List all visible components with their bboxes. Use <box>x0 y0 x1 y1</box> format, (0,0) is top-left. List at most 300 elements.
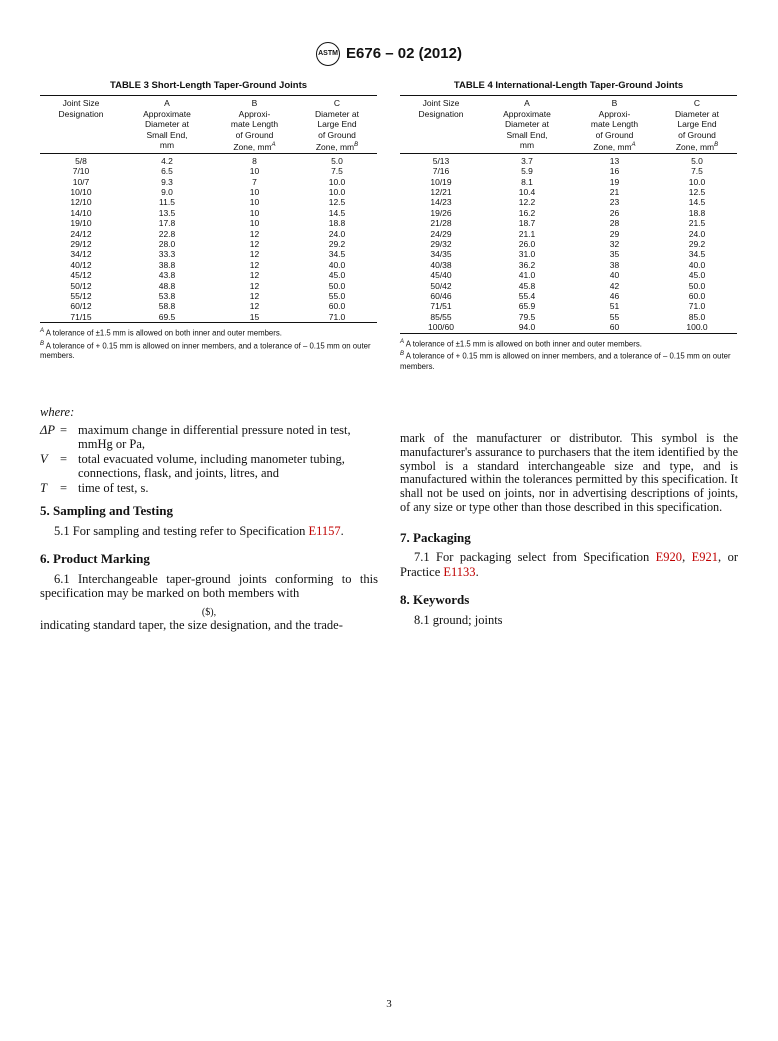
table-cell: 60/12 <box>70 301 92 312</box>
table-cell: 45/40 <box>430 270 452 281</box>
table-cell: 38 <box>609 259 620 270</box>
table-cell: 94.0 <box>518 322 536 333</box>
table-cell: 21.1 <box>518 228 536 239</box>
column-header <box>40 96 122 154</box>
table-cell: 29.2 <box>688 239 706 250</box>
table-cell: 14.5 <box>328 207 346 218</box>
section-6-continued: indicating standard taper, the size designation, and the trade- <box>40 617 343 632</box>
table-cell: 34/12 <box>70 249 92 260</box>
column-letter: A <box>524 98 530 108</box>
table-cell: 85.0 <box>688 311 706 322</box>
footnote-marker: B <box>714 142 719 149</box>
table-cell: 24/12 <box>70 228 92 239</box>
section-5-heading: 5. Sampling and Testing <box>40 503 173 518</box>
column-header-line <box>122 109 212 120</box>
where-item <box>40 452 378 481</box>
table-cell: 10/19 <box>430 176 452 187</box>
column-header-text: mate Length <box>590 119 639 130</box>
table-cell: 17.8 <box>158 218 176 229</box>
table-row <box>40 239 377 249</box>
table4-block <box>400 80 737 372</box>
column-header-text: Joint Size <box>422 98 460 108</box>
footnote-marker: B <box>354 142 359 149</box>
table-cell: 10 <box>249 187 260 198</box>
table-cell: 12/10 <box>70 197 92 208</box>
table-cell: 9.3 <box>161 176 173 187</box>
table-cell: 14.5 <box>688 197 706 208</box>
table-cell: 11.5 <box>159 197 175 208</box>
column-header-text: Designation <box>418 108 464 119</box>
column-header-text: Small End, <box>146 129 188 140</box>
table-cell: 24/29 <box>430 228 452 239</box>
table-cell: 21 <box>609 187 620 198</box>
table-cell: 31.0 <box>518 249 536 260</box>
column-header-line <box>657 130 737 141</box>
page-number: 3 <box>386 998 392 1010</box>
table-cell: 16 <box>609 166 620 177</box>
where-equals: = <box>60 422 68 437</box>
table-cell: 40/12 <box>70 259 92 270</box>
table-cell: 10 <box>249 197 260 208</box>
column-header <box>212 96 297 154</box>
table-cell: 12 <box>249 301 260 312</box>
column-header-line <box>40 98 122 109</box>
table-cell: 42 <box>609 280 620 291</box>
table-cell: 12.5 <box>328 197 346 208</box>
table-cell: 71/51 <box>430 301 452 312</box>
table3 <box>40 95 377 323</box>
column-header-text: of Ground <box>595 129 634 140</box>
table-cell: 12 <box>249 259 260 270</box>
column-header-line <box>572 119 657 130</box>
table-cell: 45.0 <box>688 270 706 281</box>
table-row <box>40 187 377 197</box>
column-header-text: Diameter at <box>675 108 719 119</box>
column-header-text: of Ground <box>678 129 716 140</box>
where-definition: time of test, s. <box>78 480 149 495</box>
ref-e920-link[interactable]: E920 <box>655 550 683 565</box>
table-cell: 55/12 <box>70 291 92 302</box>
column-header-line <box>297 119 377 130</box>
column-header-text: Diameter at <box>145 119 189 130</box>
left-column <box>40 405 378 632</box>
table-cell: 60.0 <box>688 291 706 302</box>
column-header-text: Zone, mm <box>593 142 632 153</box>
section-6-paragraph: 6.1 Interchangeable taper-ground joints conforming to this specification may be marked on both members with <box>40 571 378 600</box>
table-cell: 35 <box>609 249 620 260</box>
table-cell: 34/35 <box>430 249 452 260</box>
table-cell: 46 <box>609 291 620 302</box>
table-cell: 79.5 <box>518 311 536 322</box>
table-cell: 40/38 <box>430 259 452 270</box>
section-6-continuation: mark of the manufacturer or distributor. This symbol is the manufacturer's assurance to purchasers that the item identified by the symbol is a standard interchangeable size and type, and is manufactured within the tolerances permitted by this specification. It shall not be used on joints, nor in advertising descriptions of joints, of any size or type other than those described in this specification. <box>400 431 738 514</box>
table-cell: 19 <box>609 176 620 187</box>
table-cell: 60/46 <box>430 291 452 302</box>
table-cell: 34.5 <box>328 249 346 260</box>
table-cell: 45/12 <box>70 270 92 281</box>
table-cell: 100/60 <box>428 322 454 333</box>
table-cell: 55.4 <box>518 291 536 302</box>
table-row <box>40 218 377 228</box>
table-cell: 51 <box>609 301 620 312</box>
table-cell: 22.8 <box>158 228 176 239</box>
table-cell: 21.5 <box>688 218 706 229</box>
where-item <box>40 423 378 452</box>
table-cell: 71.0 <box>328 311 346 322</box>
column-header-line <box>297 130 377 141</box>
table-cell: 12/21 <box>430 187 452 198</box>
table-row <box>40 260 377 270</box>
column-header-text: mate Length <box>230 119 279 130</box>
footnote-text: A tolerance of + 0.15 mm is allowed on inner members, and a tolerance of – 0.15 mm on outer members. <box>40 341 371 361</box>
column-header <box>400 96 482 154</box>
table-cell: 53.8 <box>158 291 176 302</box>
table-cell: 50/42 <box>430 280 452 291</box>
table-cell: 14/23 <box>430 197 452 208</box>
table-cell: 29/12 <box>70 239 92 250</box>
table-cell: 26 <box>609 207 620 218</box>
table-cell: 50.0 <box>328 280 346 291</box>
table-row <box>400 197 737 207</box>
column-header-line <box>122 140 212 151</box>
table-cell: 36.2 <box>518 259 536 270</box>
footnote-marker: A <box>271 142 276 149</box>
table-row <box>400 166 737 176</box>
table-row <box>400 270 737 280</box>
table-cell: 12 <box>249 228 260 239</box>
astm-logo-icon: ASTM <box>316 42 340 66</box>
table-cell: 40.0 <box>688 259 706 270</box>
table-cell: 29.2 <box>328 239 346 250</box>
column-header-line <box>572 140 657 152</box>
table3-block <box>40 80 377 361</box>
table-row <box>40 281 377 291</box>
column-header-line <box>482 130 572 141</box>
table-footnote <box>40 339 377 362</box>
column-header-text: Large End <box>317 119 357 130</box>
table4-footnotes <box>400 337 737 372</box>
column-header-line <box>572 109 657 120</box>
column-letter: B <box>251 98 258 108</box>
column-header-line <box>657 119 737 130</box>
table-cell: 55 <box>609 311 620 322</box>
table-row <box>400 322 737 333</box>
table-cell: 21/28 <box>430 218 452 229</box>
table-cell: 18.8 <box>688 207 706 218</box>
table-row <box>400 229 737 239</box>
column-header-text: Approximate <box>503 108 551 119</box>
column-header-text: Designation <box>58 108 104 119</box>
table-row <box>40 270 377 280</box>
table-cell: 60 <box>609 322 620 333</box>
table-cell: 7 <box>252 176 257 187</box>
column-letter: C <box>333 98 341 108</box>
table-cell: 28.0 <box>158 239 176 250</box>
table-footnote <box>400 349 737 372</box>
table-header-row <box>40 96 377 154</box>
table-row <box>40 249 377 259</box>
table-cell: 12 <box>249 291 260 302</box>
column-header-text: Large End <box>677 119 717 130</box>
footnote-marker: A <box>40 328 45 335</box>
where-equals: = <box>60 480 68 495</box>
table-row <box>40 166 377 176</box>
table-cell: 13.5 <box>158 207 176 218</box>
document-header <box>0 42 778 66</box>
section-6-heading: 6. Product Marking <box>40 551 150 566</box>
where-item <box>40 481 378 496</box>
where-symbol: T <box>40 480 47 495</box>
column-header-text: Approximate <box>143 108 191 119</box>
table-cell: 8 <box>252 155 257 166</box>
table-cell: 100.0 <box>686 322 708 333</box>
table-cell: 23 <box>609 197 620 208</box>
section-7-heading: 7. Packaging <box>400 529 471 545</box>
ref-e1133-link[interactable]: E1133 <box>443 564 476 579</box>
table-row <box>400 153 737 166</box>
table-cell: 24.0 <box>328 228 346 239</box>
table-cell: 18.7 <box>518 218 536 229</box>
table-row <box>400 187 737 197</box>
column-header-line <box>297 109 377 120</box>
table-cell: 4.2 <box>161 155 173 166</box>
table-cell: 32 <box>609 239 620 250</box>
table-cell: 5.0 <box>691 155 703 166</box>
column-header-line <box>400 109 482 120</box>
footnote-marker: A <box>400 338 405 345</box>
table-header-row <box>400 96 737 154</box>
table-row <box>400 281 737 291</box>
table-cell: 10.0 <box>328 187 346 198</box>
table-cell: 12 <box>249 270 260 281</box>
table-cell: 18.8 <box>328 218 346 229</box>
table-cell: 14/10 <box>70 207 92 218</box>
column-header-text: Zone, mm <box>675 142 715 153</box>
section-8-paragraph: 8.1 ground; joints <box>414 612 503 627</box>
table-row <box>400 291 737 301</box>
table-cell: 12 <box>249 239 260 250</box>
table-cell: 45.8 <box>518 280 536 291</box>
table-cell: 69.5 <box>158 311 176 322</box>
column-header <box>297 96 377 154</box>
column-letter: A <box>164 98 170 108</box>
column-header-line <box>122 119 212 130</box>
table-cell: 55.0 <box>328 291 346 302</box>
table-cell: 41.0 <box>518 270 536 281</box>
table-row <box>400 239 737 249</box>
table-cell: 12 <box>249 249 260 260</box>
column-header-text: Approxi- <box>238 108 271 119</box>
table-row <box>40 208 377 218</box>
table-cell: 9.0 <box>161 187 173 198</box>
table-cell: 7/16 <box>432 166 450 177</box>
column-header-text: of Ground <box>235 129 274 140</box>
column-header-text: Diameter at <box>315 108 359 119</box>
table-cell: 7/10 <box>72 166 90 177</box>
standard-designation: E676 – 02 (2012) <box>346 44 462 62</box>
table-cell: 24.0 <box>688 228 706 239</box>
table-footnote <box>400 337 737 350</box>
table4-title: TABLE 4 International-Length Taper-Ground Joints <box>453 80 684 91</box>
column-letter: B <box>611 98 618 108</box>
column-header-line <box>122 130 212 141</box>
table-cell: 40 <box>609 270 620 281</box>
table-cell: 43.8 <box>158 270 176 281</box>
table-cell: 28 <box>609 218 620 229</box>
column-header-text: Small End, <box>506 129 548 140</box>
column-letter: C <box>693 98 701 108</box>
table-cell: 10 <box>249 218 260 229</box>
where-label: where: <box>40 405 75 419</box>
table-cell: 8.1 <box>521 176 533 187</box>
table-cell: 5/8 <box>75 155 87 166</box>
table-cell: 15 <box>249 311 260 322</box>
footnote-text: A tolerance of ±1.5 mm is allowed on both inner and outer members. <box>404 339 642 349</box>
table-cell: 40.0 <box>328 259 346 270</box>
section-8-heading: 8. Keywords <box>400 592 470 608</box>
table-cell: 60.0 <box>328 301 346 312</box>
column-header-text: Joint Size <box>62 98 100 108</box>
table-cell: 29/32 <box>430 239 452 250</box>
table-row <box>400 301 737 311</box>
table-cell: 19/26 <box>430 207 452 218</box>
standard-taper-symbol: ($), <box>201 606 217 618</box>
column-header-text: mm <box>519 140 535 151</box>
table4 <box>400 95 737 334</box>
column-header-line <box>212 130 297 141</box>
section-5-tail: . <box>340 523 344 538</box>
table-cell: 10/7 <box>72 176 90 187</box>
ref-e1157-link[interactable]: E1157 <box>308 523 341 538</box>
column-header-text: Zone, mm <box>233 142 272 153</box>
section-7-tail: . <box>475 564 479 579</box>
table-row <box>400 260 737 270</box>
table-cell: 12.5 <box>688 187 706 198</box>
where-symbol: V <box>40 451 48 466</box>
column-header-line <box>657 140 737 152</box>
table-cell: 71.0 <box>688 301 706 312</box>
column-header-line <box>212 109 297 120</box>
table-row <box>400 312 737 322</box>
table-row <box>40 312 377 323</box>
column-header-line <box>400 98 482 109</box>
column-header-line <box>482 140 572 151</box>
table-cell: 10/10 <box>70 187 92 198</box>
table-cell: 85/55 <box>430 311 452 322</box>
section-5-paragraph <box>40 524 378 539</box>
table-cell: 48.8 <box>158 280 176 291</box>
table-cell: 10 <box>249 207 260 218</box>
table-row <box>40 301 377 311</box>
section-7-paragraph <box>400 550 738 579</box>
table-cell: 6.5 <box>161 166 173 177</box>
column-header-text: Approxi- <box>598 108 631 119</box>
column-header-text: Zone, mm <box>315 142 355 153</box>
column-header-line <box>212 140 297 152</box>
table-cell: 45.0 <box>328 270 346 281</box>
column-header-line <box>212 119 297 130</box>
table-cell: 34.5 <box>688 249 706 260</box>
column-header-text: Diameter at <box>505 119 549 130</box>
table-cell: 7.5 <box>691 166 703 177</box>
footnote-marker: B <box>400 351 405 358</box>
footnote-text: A tolerance of ±1.5 mm is allowed on both inner and outer members. <box>44 328 282 338</box>
table-cell: 26.0 <box>518 239 536 250</box>
table-cell: 19/10 <box>70 218 92 229</box>
table-cell: 58.8 <box>158 301 176 312</box>
table-cell: 10.0 <box>328 176 346 187</box>
table-cell: 16.2 <box>518 207 536 218</box>
table-row <box>40 197 377 207</box>
where-definition: maximum change in differential pressure noted in test, mmHg or Pa, <box>78 422 351 451</box>
table-cell: 13 <box>609 155 620 166</box>
section-7-sep: , <box>682 550 692 565</box>
table-cell: 33.3 <box>158 249 176 260</box>
column-header-line <box>482 119 572 130</box>
table-cell: 71/15 <box>70 311 92 322</box>
column-header-line <box>572 130 657 141</box>
column-header-line <box>657 109 737 120</box>
table-row <box>40 177 377 187</box>
column-header <box>122 96 212 154</box>
table-cell: 50/12 <box>70 280 92 291</box>
column-header-text: of Ground <box>318 129 356 140</box>
table-cell: 5/13 <box>432 155 450 166</box>
table3-title: TABLE 3 Short-Length Taper-Ground Joints <box>109 80 308 91</box>
column-header <box>657 96 737 154</box>
table-cell: 12.2 <box>518 197 536 208</box>
table-cell: 50.0 <box>688 280 706 291</box>
table-row <box>40 291 377 301</box>
right-column <box>400 432 738 627</box>
section-5-text: 5.1 For sampling and testing refer to Specification <box>54 523 309 538</box>
column-header-line <box>482 109 572 120</box>
table-row <box>400 218 737 228</box>
table3-footnotes <box>40 326 377 361</box>
footnote-marker: A <box>631 142 636 149</box>
where-equals: = <box>60 451 68 466</box>
table-cell: 10.0 <box>688 176 706 187</box>
table-cell: 29 <box>609 228 620 239</box>
table-cell: 3.7 <box>521 155 533 166</box>
footnote-marker: B <box>40 340 45 347</box>
table-row <box>400 249 737 259</box>
table-footnote <box>40 326 377 339</box>
footnote-text: A tolerance of + 0.15 mm is allowed on inner members, and a tolerance of – 0.15 mm on outer members. <box>400 351 731 371</box>
table-cell: 10 <box>249 166 260 177</box>
table-cell: 38.8 <box>158 259 176 270</box>
where-definition: total evacuated volume, including manometer tubing, connections, flask, and joints, litres, and <box>78 451 345 480</box>
table-row <box>400 208 737 218</box>
column-header-text: mm <box>159 140 175 151</box>
ref-e921-link[interactable]: E921 <box>691 550 719 565</box>
table-cell: 7.5 <box>331 166 343 177</box>
section-7-text: 7.1 For packaging select from Specification <box>414 550 656 565</box>
where-symbol: ΔP <box>40 422 55 437</box>
table-cell: 10.4 <box>518 187 536 198</box>
table-row <box>40 229 377 239</box>
column-header <box>572 96 657 154</box>
column-header-line <box>40 109 122 120</box>
column-header <box>482 96 572 154</box>
table-row <box>40 153 377 166</box>
section-7-sep: , or Practice <box>400 550 738 579</box>
column-header-line <box>297 140 377 152</box>
table-cell: 5.9 <box>521 166 533 177</box>
table-cell: 5.0 <box>331 155 343 166</box>
table-cell: 65.9 <box>518 301 536 312</box>
table-row <box>400 177 737 187</box>
